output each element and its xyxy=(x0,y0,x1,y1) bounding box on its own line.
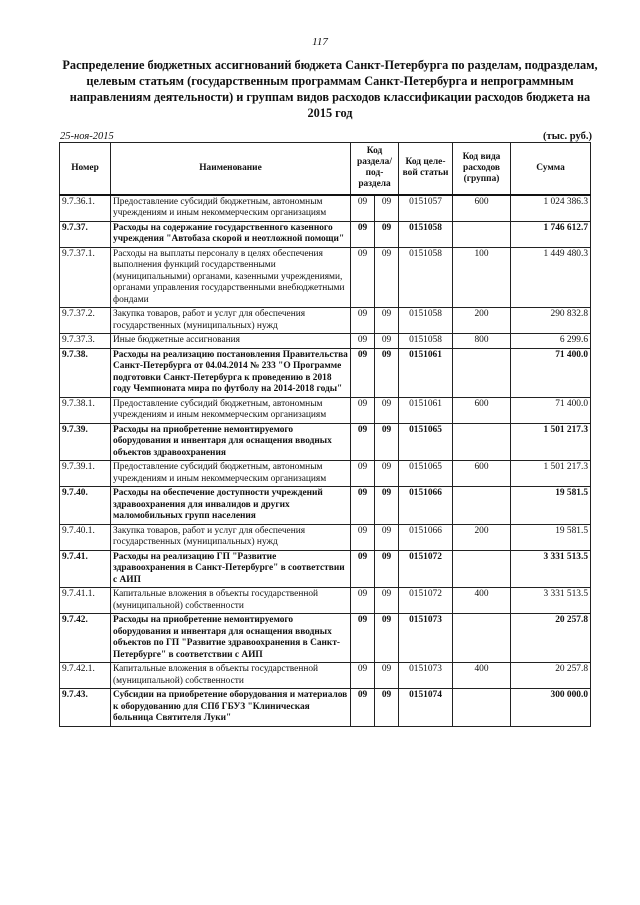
row-number: 9.7.42. xyxy=(60,614,111,663)
column-header-type: Код вида расходов (группа) xyxy=(453,143,511,195)
row-name: Расходы на реализацию постановления Правительства Санкт-Петербурга от 04.04.2014 № 233 "О Программе подготовки Санкт-Петербурга к проведению в 2018 году Чемпионата мира по футболу на 2014-2018 годы" xyxy=(111,348,351,397)
table-body xyxy=(60,195,591,727)
row-section-code: 09 xyxy=(351,487,375,525)
column-header-name: Наименование xyxy=(111,143,351,195)
row-number: 9.7.41.1. xyxy=(60,588,111,614)
row-sum: 1 746 612.7 xyxy=(511,221,591,247)
units-label: (тыс. руб.) xyxy=(543,131,592,142)
budget-table xyxy=(59,142,591,727)
row-target-code: 0151066 xyxy=(399,524,453,550)
row-sum: 19 581.5 xyxy=(511,487,591,525)
row-expense-type-code: 200 xyxy=(453,524,511,550)
table-row xyxy=(60,588,591,614)
row-number: 9.7.40. xyxy=(60,487,111,525)
table-row xyxy=(60,195,591,222)
row-expense-type-code xyxy=(453,614,511,663)
row-name: Закупка товаров, работ и услуг для обеспечения государственных (муниципальных) нужд xyxy=(111,308,351,334)
row-target-code: 0151058 xyxy=(399,334,453,349)
table-row xyxy=(60,524,591,550)
row-sum: 3 331 513.5 xyxy=(511,550,591,588)
table-row xyxy=(60,461,591,487)
row-sum: 1 024 386.3 xyxy=(511,195,591,222)
row-expense-type-code xyxy=(453,487,511,525)
row-expense-type-code xyxy=(453,689,511,727)
row-name: Расходы на приобретение немонтируемого оборудования и инвентаря для оснащения вводных объектов по ГП "Развитие здравоохранения в Санкт-Петербурге" в соответствии с АИП xyxy=(111,614,351,663)
row-section-code: 09 xyxy=(351,423,375,461)
row-subsection-code: 09 xyxy=(375,487,399,525)
row-name: Предоставление субсидий бюджетным, автономным учреждениям и иным некоммерческим организациям xyxy=(111,397,351,423)
row-section-code: 09 xyxy=(351,221,375,247)
row-name: Капитальные вложения в объекты государственной (муниципальной) собственности xyxy=(111,663,351,689)
table-row xyxy=(60,247,591,308)
row-section-code: 09 xyxy=(351,308,375,334)
row-number: 9.7.43. xyxy=(60,689,111,727)
row-expense-type-code: 400 xyxy=(453,663,511,689)
table-row xyxy=(60,348,591,397)
table-row xyxy=(60,550,591,588)
row-section-code: 09 xyxy=(351,334,375,349)
row-expense-type-code xyxy=(453,423,511,461)
row-name: Иные бюджетные ассигнования xyxy=(111,334,351,349)
row-sum: 20 257.8 xyxy=(511,663,591,689)
row-subsection-code: 09 xyxy=(375,247,399,308)
row-target-code: 0151057 xyxy=(399,195,453,222)
row-name: Расходы на выплаты персоналу в целях обеспечения выполнения функций государственными (муниципальными) органами, казенными учреждениями, органами управления государственными внебюджетными фондами xyxy=(111,247,351,308)
row-subsection-code: 09 xyxy=(375,614,399,663)
row-subsection-code: 09 xyxy=(375,423,399,461)
table-row xyxy=(60,423,591,461)
column-header-section: Код раздела/ под-раздела xyxy=(351,143,399,195)
row-expense-type-code: 200 xyxy=(453,308,511,334)
row-target-code: 0151058 xyxy=(399,308,453,334)
row-target-code: 0151061 xyxy=(399,397,453,423)
row-name: Закупка товаров, работ и услуг для обеспечения государственных (муниципальных) нужд xyxy=(111,524,351,550)
row-expense-type-code: 400 xyxy=(453,588,511,614)
table-row xyxy=(60,663,591,689)
row-target-code: 0151066 xyxy=(399,487,453,525)
row-number: 9.7.41. xyxy=(60,550,111,588)
row-section-code: 09 xyxy=(351,588,375,614)
row-sum: 20 257.8 xyxy=(511,614,591,663)
row-subsection-code: 09 xyxy=(375,308,399,334)
row-expense-type-code xyxy=(453,348,511,397)
document-title: Распределение бюджетных ассигнований бюджета Санкт-Петербурга по разделам, подразделам, целевым статьям (государственным программам Санкт-Петербурга и непрограммным направлениям деятельности) и группам видов расходов классификации расходов бюджета на 2015 год xyxy=(62,58,598,120)
row-section-code: 09 xyxy=(351,348,375,397)
row-name: Расходы на приобретение немонтируемого оборудования и инвентаря для оснащения вводных объектов здравоохранения xyxy=(111,423,351,461)
row-number: 9.7.37.3. xyxy=(60,334,111,349)
row-number: 9.7.40.1. xyxy=(60,524,111,550)
row-sum: 1 501 217.3 xyxy=(511,423,591,461)
row-target-code: 0151072 xyxy=(399,588,453,614)
table-row xyxy=(60,308,591,334)
row-subsection-code: 09 xyxy=(375,588,399,614)
row-sum: 19 581.5 xyxy=(511,524,591,550)
row-section-code: 09 xyxy=(351,195,375,222)
row-target-code: 0151073 xyxy=(399,663,453,689)
row-name: Капитальные вложения в объекты государственной (муниципальной) собственности xyxy=(111,588,351,614)
table-row xyxy=(60,397,591,423)
row-expense-type-code xyxy=(453,221,511,247)
row-expense-type-code: 800 xyxy=(453,334,511,349)
row-subsection-code: 09 xyxy=(375,689,399,727)
row-subsection-code: 09 xyxy=(375,348,399,397)
row-number: 9.7.37.1. xyxy=(60,247,111,308)
row-subsection-code: 09 xyxy=(375,195,399,222)
row-subsection-code: 09 xyxy=(375,221,399,247)
row-name: Предоставление субсидий бюджетным, автономным учреждениям и иным некоммерческим организациям xyxy=(111,461,351,487)
row-expense-type-code: 600 xyxy=(453,195,511,222)
row-target-code: 0151073 xyxy=(399,614,453,663)
row-target-code: 0151061 xyxy=(399,348,453,397)
row-name: Субсидии на приобретение оборудования и материалов к оборудованию для СПб ГБУЗ "Клиническая больница Святителя Луки" xyxy=(111,689,351,727)
row-subsection-code: 09 xyxy=(375,663,399,689)
row-target-code: 0151058 xyxy=(399,221,453,247)
row-name: Расходы на обеспечение доступности учреждений здравоохранения для инвалидов и других маломобильных групп населения xyxy=(111,487,351,525)
row-name: Расходы на содержание государственного казенного учреждения "Автобаза скорой и неотложной помощи" xyxy=(111,221,351,247)
row-target-code: 0151065 xyxy=(399,461,453,487)
row-target-code: 0151058 xyxy=(399,247,453,308)
row-section-code: 09 xyxy=(351,614,375,663)
row-section-code: 09 xyxy=(351,397,375,423)
document-date: 25-ноя-2015 xyxy=(60,131,114,142)
row-number: 9.7.37.2. xyxy=(60,308,111,334)
page-number: 117 xyxy=(312,36,328,48)
row-number: 9.7.39. xyxy=(60,423,111,461)
row-sum: 1 501 217.3 xyxy=(511,461,591,487)
row-section-code: 09 xyxy=(351,550,375,588)
row-name: Расходы на реализацию ГП "Развитие здравоохранения в Санкт-Петербурге" в соответствии с АИП xyxy=(111,550,351,588)
row-number: 9.7.38. xyxy=(60,348,111,397)
row-subsection-code: 09 xyxy=(375,461,399,487)
row-sum: 71 400.0 xyxy=(511,348,591,397)
row-subsection-code: 09 xyxy=(375,550,399,588)
table-row xyxy=(60,614,591,663)
column-header-sum: Сумма xyxy=(511,143,591,195)
row-subsection-code: 09 xyxy=(375,524,399,550)
row-subsection-code: 09 xyxy=(375,334,399,349)
table-row xyxy=(60,487,591,525)
row-sum: 1 449 480.3 xyxy=(511,247,591,308)
table-row xyxy=(60,334,591,349)
table-row xyxy=(60,689,591,727)
row-expense-type-code: 600 xyxy=(453,461,511,487)
row-section-code: 09 xyxy=(351,524,375,550)
row-sum: 6 299.6 xyxy=(511,334,591,349)
row-number: 9.7.38.1. xyxy=(60,397,111,423)
row-sum: 290 832.8 xyxy=(511,308,591,334)
row-subsection-code: 09 xyxy=(375,397,399,423)
row-number: 9.7.39.1. xyxy=(60,461,111,487)
row-section-code: 09 xyxy=(351,247,375,308)
row-number: 9.7.36.1. xyxy=(60,195,111,222)
row-target-code: 0151074 xyxy=(399,689,453,727)
column-header-number: Номер xyxy=(60,143,111,195)
row-sum: 71 400.0 xyxy=(511,397,591,423)
column-header-target: Код целе-вой статьи xyxy=(399,143,453,195)
row-expense-type-code: 600 xyxy=(453,397,511,423)
table-row xyxy=(60,221,591,247)
row-section-code: 09 xyxy=(351,663,375,689)
row-sum: 3 331 513.5 xyxy=(511,588,591,614)
row-section-code: 09 xyxy=(351,689,375,727)
row-name: Предоставление субсидий бюджетным, автономным учреждениям и иным некоммерческим организациям xyxy=(111,195,351,222)
row-expense-type-code xyxy=(453,550,511,588)
row-target-code: 0151072 xyxy=(399,550,453,588)
row-expense-type-code: 100 xyxy=(453,247,511,308)
row-sum: 300 000.0 xyxy=(511,689,591,727)
row-number: 9.7.42.1. xyxy=(60,663,111,689)
row-target-code: 0151065 xyxy=(399,423,453,461)
row-section-code: 09 xyxy=(351,461,375,487)
row-number: 9.7.37. xyxy=(60,221,111,247)
